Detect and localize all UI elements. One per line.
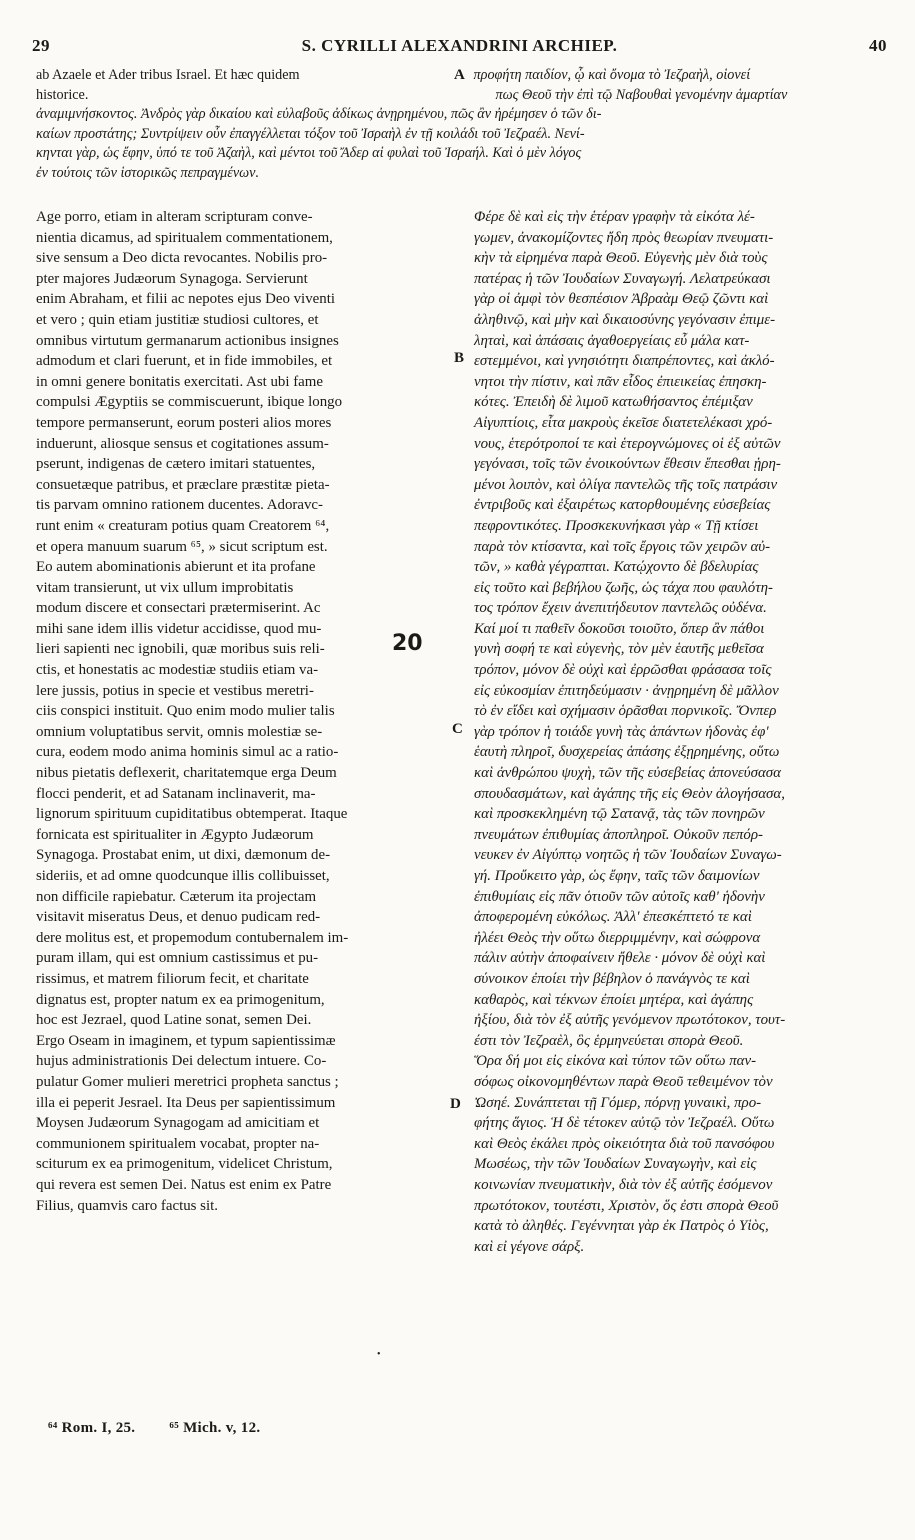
page-number-left: 29	[32, 36, 50, 55]
greek-text-line: ληταὶ, καὶ ἁπάσαις ἀγαθοεργείαις εὖ μάλα κατ-	[474, 332, 750, 349]
latin-text-line: hujus administrationis Dei delectum intuere. Co-	[36, 1053, 327, 1070]
latin-text-line: cura, eodem modo anima hominis simul ac a ratio-	[36, 744, 339, 761]
greek-text-line: γή. Προὔκειτο γὰρ, ὡς ἔφην, ταῖς τῶν δαιμονίων	[474, 868, 760, 884]
greek-text-line: κὴν τὰ εἰρημένα παρὰ Θεοῦ. Εὐγενὴς μὲν διὰ τοὺς	[474, 250, 768, 267]
latin-text-line: nibus pietatis deflexerit, charitatemque erga Deum	[36, 765, 337, 782]
greek-text-line: καὶ προσκεκλημένη τῷ Σατανᾷ, τὰς τῶν πονηρῶν	[474, 806, 765, 823]
running-header	[32, 36, 887, 62]
greek-text-line: πεφροντικότες. Προσκεκυνήκασι γὰρ « Τῇ κτίσει	[474, 517, 759, 534]
latin-text-line: Filius, quamvis caro factus sit.	[36, 1197, 218, 1214]
greek-line: προφήτη παιδίον, ᾧ καὶ ὄνομα τὸ Ἰεζραὴλ, οἱονεί	[473, 67, 751, 83]
greek-text-line: ἑαυτὴ πληροῖ, δυσχερείας ἁπάσης ἐξῃρημένης, οὕτω	[474, 744, 780, 761]
greek-text-line: καὶ Θεὸς ἐκάλει πρὸς οἰκειότητα διὰ τοῦ πανσόφου	[474, 1135, 775, 1152]
latin-text-line: fornicata est spiritualiter in Ægypto Judæorum	[36, 826, 314, 843]
greek-text-line: καὶ ἀνθρώπου ψυχὴ, τῶν τῆς εὐσεβείας ἀπονεύσασα	[474, 765, 781, 782]
greek-text-line: καὶ εἰ γέγονε σάρξ.	[474, 1238, 585, 1255]
greek-text-line: νους, ἑτερότροποί τε καὶ ἑτερογνώμονες οἱ ἐξ αὐτῶν	[474, 435, 781, 452]
latin-text-line: lieri sapienti nec ignobili, quæ moribus suis reli-	[36, 641, 325, 658]
latin-text-line: omnibus virtutum germanarum actionibus insignes	[36, 332, 339, 349]
section-marker-a: A	[454, 67, 465, 83]
page-number-right: 40	[869, 36, 887, 55]
latin-text-line: flocci penderit, et ad Satanam inclinaverit, ma-	[36, 785, 316, 802]
latin-text-line: runt enim « creaturam potius quam Creatorem ⁶⁴,	[36, 517, 330, 534]
greek-text-line: κότες. Ἐπειδὴ δὲ λιμοῦ κατωθήσαντος ἐπέμιξαν	[474, 394, 753, 411]
latin-text-line: Moysen Judæorum Synagogam ad amicitiam et	[36, 1115, 320, 1132]
greek-text-line: πρωτότοκον, τουτέστι, Χριστὸν, ὅς ἐστι σπορὰ Θεοῦ	[474, 1197, 779, 1214]
greek-text-line: πνευμάτων ἐπιθυμίας ἀποπληροῖ. Οὐκοῦν πεπόρ-	[474, 826, 763, 843]
section-marker-d: D	[450, 1096, 461, 1112]
latin-text-line: rissimus, et matrem filiorum fecit, et charitate	[36, 970, 309, 987]
latin-text-line: consuetæque patribus, et præclare præstitæ pieta-	[36, 476, 330, 493]
greek-text-line: νητοι τὴν πίστιν, καὶ πᾶν εἶδος ἐπιεικείας ἐπησκη-	[474, 373, 767, 390]
latin-text-line: compulsi Ægyptiis se commiscuerunt, ibique longo	[36, 394, 343, 411]
greek-text-line: παρὰ τὸν κτίσαντα, καὶ τοῖς ἔργοις τῶν χειρῶν αὐ-	[474, 538, 771, 555]
greek-text-line: σπουδασμάτων, καὶ ἀγάπης τῆς εἰς Θεὸν ἀλογήσασα,	[474, 785, 785, 802]
latin-column	[36, 207, 446, 1216]
greek-text-line: τρόπον, μόνον δὲ οὐχὶ καὶ ἐρρῶσθαι φράσασα τοῖς	[474, 662, 772, 679]
latin-text-line: sideriis, et ad omne quodcunque illis collibuisset,	[36, 868, 330, 884]
latin-text-line: vitam transierunt, ut vix ullum improbitatis	[36, 579, 294, 596]
greek-text-line: εἰς τοῦτο καὶ βεβήλου ζωῆς, ὡς τάχα που φαυλότη-	[474, 579, 773, 596]
greek-text-line: καθαρὸς, καὶ τέκνων ἐποίει μητέρα, καὶ ἀγάπης	[474, 991, 754, 1008]
greek-text-line: ἐντριβοῦς καὶ ἐξαιρέτως κατορθουμένης εὐσεβείας	[474, 497, 771, 514]
greek-line: ἐν τούτοις τῶν ἱστορικῶς πεπραγμένων.	[36, 164, 259, 181]
latin-text-line: Age porro, etiam in alteram scripturam conve-	[36, 209, 313, 225]
greek-text-line: ἠξίου, διὰ τὸν ἐξ αὐτῆς γενόμενον πρωτότοκον, τουτ-	[474, 1012, 786, 1029]
latin-text-line: nientia dicamus, ad spiritualem commentationem,	[36, 229, 333, 246]
greek-text-line: τὸ ἐν εἴδει καὶ σχήμασιν ὁρᾶσθαι πορνικοῖς. Ὄνπερ	[474, 703, 777, 720]
latin-text-line: mihi sane idem illis videtur accidisse, quod mu-	[36, 620, 322, 637]
greek-text-line: γεγόνασι, τοῖς τῶν ἐνοικούντων ἔθεσιν ἕπεσθαι ᾑρη-	[474, 456, 781, 473]
latin-text-line: communionem spiritualem vocabat, propter na-	[36, 1135, 320, 1152]
greek-text-line: πάλιν αὐτὴν ἀποφαίνειν ἤθελε · μόνον δὲ οὐχὶ καὶ	[474, 950, 766, 967]
greek-text-line: μένοι λοιπὸν, καὶ ὀλίγα παντελῶς τῆς τοῖς πατράσιν	[474, 476, 778, 493]
greek-text-line: Καί μοί τι παθεῖν δοκοῦσι τοιοῦτο, ὅπερ ἂν πάθοι	[474, 620, 765, 637]
greek-text-line: Αἰγυπτίοις, εἶτα μακροὺς ἐκεῖσε διατετελέκασι χρό-	[474, 414, 773, 431]
latin-text-line: pserunt, indigenas de cætero imitari statuentes,	[36, 456, 316, 473]
greek-text-line: έστι τὸν Ἰεζραὲλ, ὃς ἑρμηνεύεται σπορὰ Θεοῦ.	[474, 1032, 744, 1049]
footnote: ⁶⁵ Mich. v, 12.	[169, 1420, 261, 1436]
latin-text-line: in omni genere bonitatis exercitati. Ast ubi fame	[36, 373, 323, 390]
text-line	[36, 86, 885, 106]
top-paragraph	[36, 66, 885, 183]
greek-line: ἀναμιμνήσκοντος. Ἀνδρὸς γὰρ δικαίου καὶ εὐλαβοῦς ἀδίκως ἀνῃρημένου, πῶς ἂν ἠρέμησεν ὁ τῶν δι-	[36, 106, 602, 122]
latin-text-line: dignatus est, propter natum ex ea primogenitum,	[36, 991, 325, 1008]
greek-text-line: ἐπιθυμίαις εἰς πᾶν ὁτιοῦν τῶν αὐτοῖς καθ' ἡδονὴν	[474, 888, 765, 905]
latin-text-line: Ergo Oseam in imaginem, et typum sapientissimæ	[36, 1032, 336, 1049]
greek-text-line: γωμεν, ἀνακομίζοντες ἤδη πρὸς θεωρίαν πνευματι-	[474, 229, 774, 246]
latin-text-line: et vero ; quin etiam justitiæ studiosi cultores, et	[36, 311, 319, 328]
footnotes	[48, 1420, 290, 1437]
greek-line: καίων προστάτης; Συντρίψειν οὖν ἐπαγγέλλεται τόξον τοῦ Ἰσραὴλ ἐν τῇ κοιλάδι τοῦ Ἰεζραέλ. Νενί-	[36, 125, 585, 142]
latin-text-line: qui revera est semen Dei. Natus est enim ex Patre	[36, 1176, 332, 1193]
greek-text-line: γὰρ οἱ ἀμφὶ τὸν θεσπέσιον Ἀβραὰμ Θεῷ ζῶντι καὶ	[474, 291, 769, 308]
greek-text-line: φήτης ἅγιος. Ἡ δὲ τέτοκεν αὐτῷ τὸν Ἰεζραέλ. Οὕτω	[474, 1115, 775, 1132]
latin-text-line: hoc est Jezrael, quod Latine sonat, semen Dei.	[36, 1012, 312, 1029]
latin-text-line: pulatur Gomer mulieri meretrici propheta sanctus ;	[36, 1073, 339, 1090]
latin-text-line: lere jussis, potius in specie et vestibus meretri-	[36, 682, 314, 699]
greek-text-line: γὰρ τρόπον ἡ τοιάδε γυνὴ τὰς ἁπάντων ἡδονὰς ἐφ'	[474, 723, 769, 740]
latin-text-line: puram illam, qui est omnium castissimus et pu-	[36, 950, 319, 967]
greek-text-line: νευκεν ἐν Αἰγύπτῳ νοητῶς ἡ τῶν Ἰουδαίων Συναγω-	[474, 847, 782, 864]
latin-text-line: Synagoga. Prostabat enim, ut dixi, dæmonum de-	[36, 847, 331, 864]
latin-text-line: modum discere et consectari prætermiserint. Ac	[36, 600, 321, 617]
greek-line: πως Θεοῦ τὴν ἐπὶ τῷ Ναβουθαὶ γενομένην ἁμαρτίαν	[495, 86, 788, 103]
latin-text-line: sciturum ex ea primogenitum, videlicet Christum,	[36, 1156, 333, 1173]
greek-text-line: εἰς εὐκοσμίαν ἐπιτηδεύμασιν · ἀνῃρημένη δὲ μᾶλλον	[474, 682, 779, 699]
latin-text-line: Eo autem abominationis abierunt et ita profane	[36, 559, 316, 576]
latin-text-line: dere molitus est, et propemodum contubernalem im-	[36, 929, 349, 946]
greek-text-line: γυνὴ σοφή τε καὶ εὐγενὴς, τὸν μὲν ἑαυτῆς μεθεῖσα	[474, 641, 764, 658]
greek-text-line: σύνοικον ἐποίει τὴν βέβηλον ὁ πανάγνὸς τε καὶ	[474, 970, 750, 987]
running-title: S. CYRILLI ALEXANDRINI ARCHIEP.	[301, 36, 618, 55]
latin-text-line: illa ei peperit Jesrael. Ita Deus per sapientissimum	[36, 1094, 336, 1111]
greek-text-line: κατὰ τὸ ἀληθές. Γεγέννηται γὰρ ἐκ Πατρὸς ὁ Υἱὸς,	[474, 1218, 769, 1235]
greek-text-line: τῶν, » καθὰ γέγραπται. Κατῴχοντο δὲ βδελυρίας	[474, 559, 759, 576]
latin-text-line: ctis, et honestatis ac modestiæ studiis etiam va-	[36, 662, 319, 679]
latin-text-line: admodum et clari fuerunt, et in fide immobiles, et	[36, 353, 333, 370]
latin-line: historice.	[36, 86, 89, 103]
latin-text-line: induerunt, aliosque sensus et cogitationes assum-	[36, 435, 329, 452]
greek-line: κηνται γὰρ, ὡς ἔφην, ὑπό τε τοῦ Ἀζαὴλ, καὶ μέντοι τοῦ Ἄδερ αἱ φυλαὶ τοῦ Ἰσραήλ. Καὶ ὁ μὲν λόγος	[36, 145, 582, 161]
stray-mark: •	[377, 1349, 381, 1360]
greek-text-line: ἠλέει Θεὸς τὴν οὕτω διερριμμένην, καὶ σώφρονα	[474, 929, 761, 946]
latin-text-line: enim Abraham, et filii ac nepotes ejus Deo viventi	[36, 291, 335, 308]
greek-text-line: σόφως οἰκονομηθέντων παρὰ Θεοῦ τεθειμένον τὸν	[474, 1073, 773, 1090]
latin-text-line: non difficile rapiebatur. Cæterum ita projectam	[36, 888, 317, 905]
latin-text-line: visitavit miseratus Deus, et denuo pudicam red-	[36, 909, 321, 926]
latin-text-line: et opera manuum suarum ⁶⁵, » sicut scriptum est.	[36, 538, 328, 555]
column-number: 20	[392, 631, 423, 656]
latin-text-line: ciis conspici instituit. Quo enim modo mulier talis	[36, 703, 335, 720]
greek-text-line: Ὅρα δή μοι εἰς εἰκόνα καὶ τύπον τῶν οὕτω παν-	[474, 1053, 757, 1070]
greek-text-line: ἀληθινῷ, καὶ μὴν καὶ δικαιοσύνης γεγόνασιν ἐπιμε-	[474, 311, 776, 328]
section-marker-b: B	[454, 350, 465, 366]
latin-line: ab Azaele et Ader tribus Israel. Et hæc quidem	[36, 67, 300, 83]
greek-text-line: Φέρε δὲ καὶ εἰς τὴν ἑτέραν γραφὴν τὰ εἰκότα λέ-	[474, 209, 755, 225]
latin-text-line: omnium voluptatibus servit, omnis molestiæ se-	[36, 723, 323, 740]
latin-text-line: sive sensum a Deo dicta revocantes. Nobilis pro-	[36, 250, 328, 267]
latin-text-line: tempore permanserunt, eorum posteri alios mores	[36, 414, 332, 431]
text-line	[36, 66, 885, 86]
greek-text-line: Μωσέως, τὴν τῶν Ἰουδαίων Συναγωγὴν, καὶ εἰς	[474, 1156, 757, 1173]
greek-text-line: κοινωνίαν πνευματικὴν, διὰ τὸν ἐξ αὐτῆς ἐσόμενον	[474, 1176, 773, 1193]
greek-text-line: πατέρας ἡ τῶν Ἰουδαίων Συναγωγή. Λελατρεύκασι	[474, 270, 771, 287]
latin-text-line: pter majores Judæorum Synagoga. Servierunt	[36, 270, 308, 287]
section-marker-c: C	[452, 721, 463, 737]
greek-text-line: τος τρόπον ἔχειν ἀνεπιτήδευτον παντελῶς οὐδένα.	[474, 600, 767, 617]
greek-column	[474, 207, 886, 1257]
latin-text-line: lignorum spirituum cupiditatibus obtemperat. Itaque	[36, 806, 348, 823]
latin-text-line: tis parvam omnino rationem ducentes. Adoravc-	[36, 497, 323, 514]
greek-text-line: Ὠσηέ. Συνάπτεται τῇ Γόμερ, πόρνῃ γυναικὶ, προ-	[474, 1094, 762, 1111]
footnote: ⁶⁴ Rom. I, 25.	[48, 1420, 136, 1436]
greek-text-line: εστεμμένοι, καὶ γνησιότητι διαπρέποντες, καὶ ἀκλό-	[474, 353, 775, 370]
greek-text-line: ἀποφερομένη εὐκόλως. Ἀλλ' ἐπεσκέπτετό τε καὶ	[474, 909, 752, 926]
